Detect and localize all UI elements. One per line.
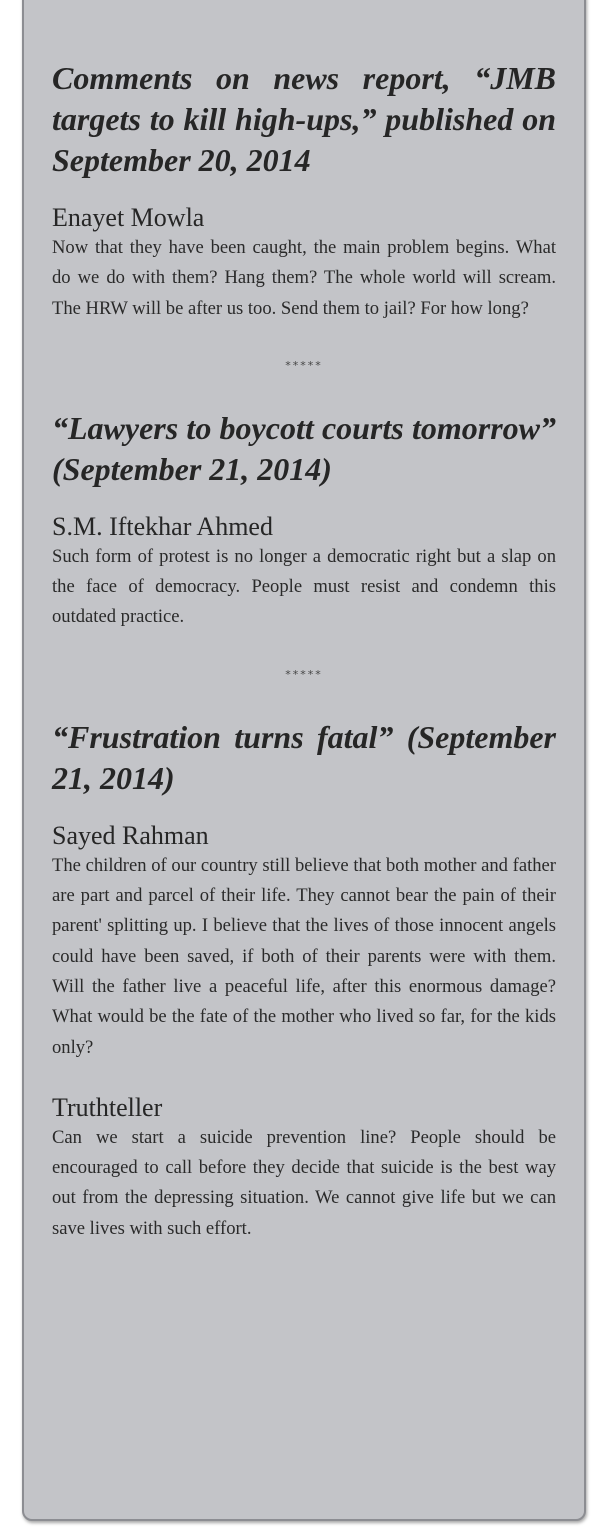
section-heading: “Frustration turns fatal” (September 21, 2014) [52, 718, 556, 796]
comment-author: Sayed Rahman [52, 820, 209, 850]
comment-author: S.M. Iftekhar Ahmed [52, 511, 273, 541]
section-heading: “Lawyers to boycott courts tomorrow” (September 21, 2014) [52, 409, 556, 487]
comment-author: Enayet Mowla [52, 203, 205, 232]
section-heading: Comments on news report, “JMB targets to kill high-ups,” published on September 20, 2014 [52, 60, 556, 178]
section-separator: ***** [285, 358, 323, 372]
section-separator: ***** [285, 667, 323, 681]
comments-content [52, 58, 556, 1244]
comment-text: The children of our country still believe that both mother and father are part and parcel of their life. They cannot bear the pain of their parent' splitting up. I believe that the lives of those innocent angels could have been saved, if both of their parents were with them. Will the father live a peaceful life, after this enormous damage? What would be the fate of the mother who lived so far, for the kids only? [52, 854, 556, 1058]
comment-author: Truthteller [52, 1092, 163, 1122]
comment-text: Can we start a suicide prevention line? People should be encouraged to call before they decide that suicide is the best way out from the depressing situation. We cannot give life but we can save lives with such effort. [52, 1126, 556, 1239]
comment-text: Such form of protest is no longer a democratic right but a slap on the face of democracy. People must resist and condemn this outdated practice. [52, 545, 556, 628]
comment-text: Now that they have been caught, the main problem begins. What do we do with them? Hang them? The whole world will scream. The HRW will be after us too. Send them to jail? For how long? [52, 237, 556, 319]
